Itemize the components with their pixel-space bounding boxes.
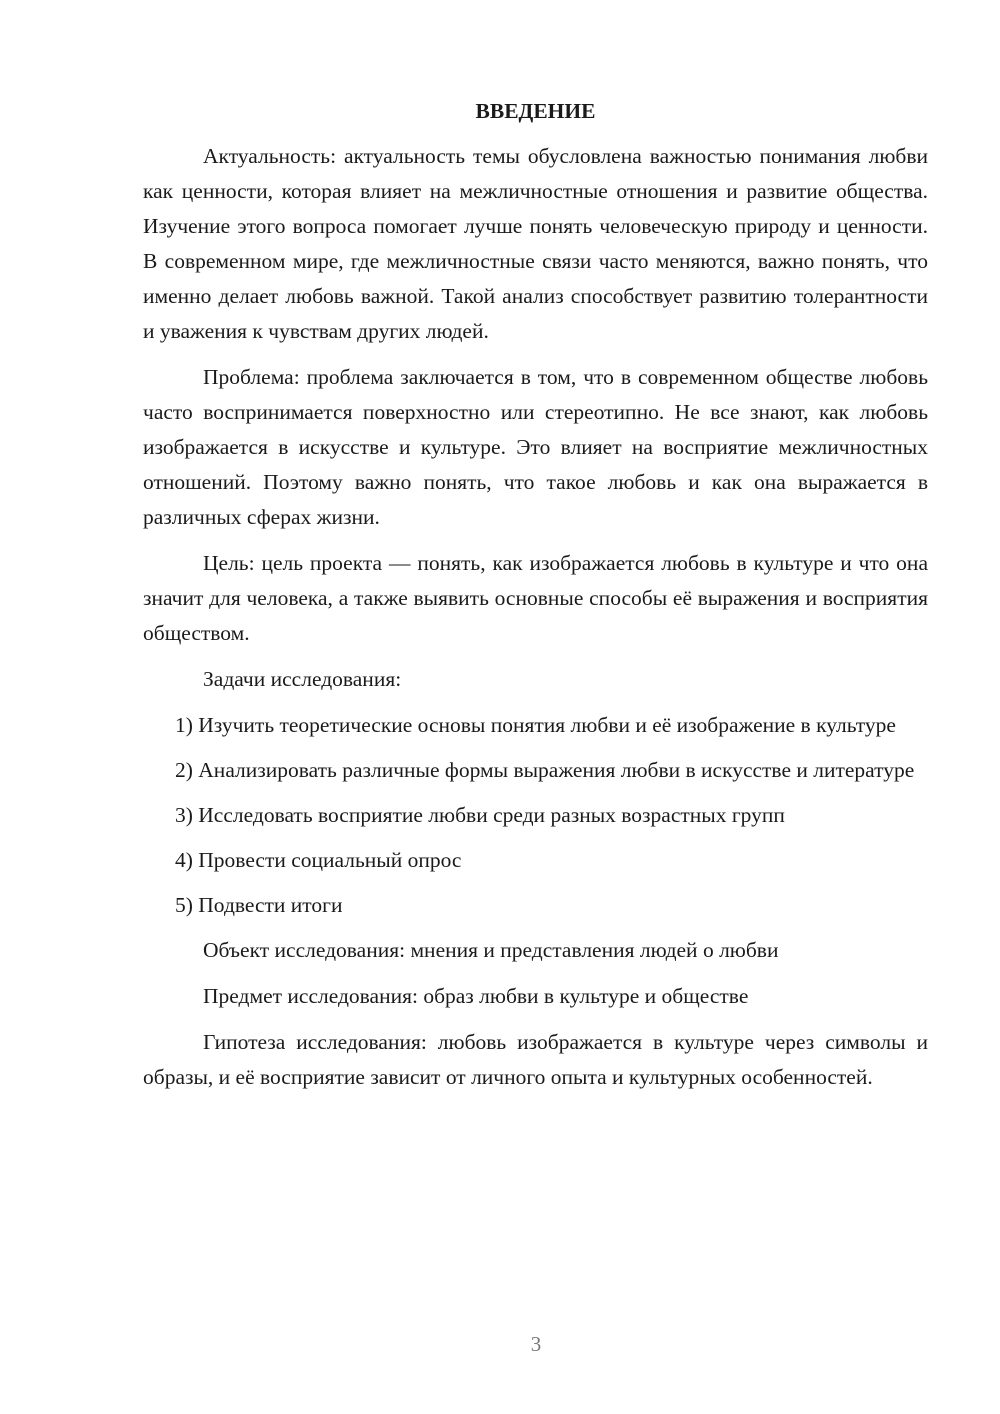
task-item: 1) Изучить теоретические основы понятия любви и её изображение в культуре <box>175 713 896 737</box>
section-title: ВВЕДЕНИЕ <box>475 99 596 123</box>
task-item: 5) Подвести итоги <box>175 893 343 917</box>
hypothesis-paragraph: Гипотеза исследования: любовь изображается в культуре через символы и образы, и её восприятие зависит от личного опыта и культурных особенностей. <box>143 1030 928 1089</box>
research-subject: Предмет исследования: образ любви в культуре и обществе <box>203 984 749 1008</box>
relevance-paragraph: Актуальность: актуальность темы обусловлена важностью понимания любви как ценности, которая влияет на межличностные отношения и развитие общества. Изучение этого вопроса помогает лучше понять человеческую природу и ценности. В современном мире, где межличностные связи часто меняются, важно понять, что именно делает любовь важной. Такой анализ способствует развитию толерантности и уважения к чувствам других людей. <box>143 144 928 343</box>
problem-paragraph: Проблема: проблема заключается в том, что в современном обществе любовь часто воспринимается поверхностно или стереотипно. Не все знают, как любовь изображается в искусстве и культуре. Это влияет на восприятие межличностных отношений. Поэтому важно понять, что такое любовь и как она выражается в различных сферах жизни. <box>143 365 928 529</box>
page-number: 3 <box>530 1332 542 1356</box>
research-object: Объект исследования: мнения и представления людей о любви <box>203 938 779 962</box>
task-item: 3) Исследовать восприятие любви среди разных возрастных групп <box>175 803 785 827</box>
task-item: 4) Провести социальный опрос <box>175 848 462 872</box>
task-item: 2) Анализировать различные формы выражения любви в искусстве и литературе <box>175 758 915 782</box>
tasks-heading: Задачи исследования: <box>203 667 402 691</box>
document-body <box>143 94 928 1106</box>
goal-paragraph: Цель: цель проекта — понять, как изображается любовь в культуре и что она значит для человека, а также выявить основные способы её выражения и восприятия обществом. <box>143 551 928 645</box>
